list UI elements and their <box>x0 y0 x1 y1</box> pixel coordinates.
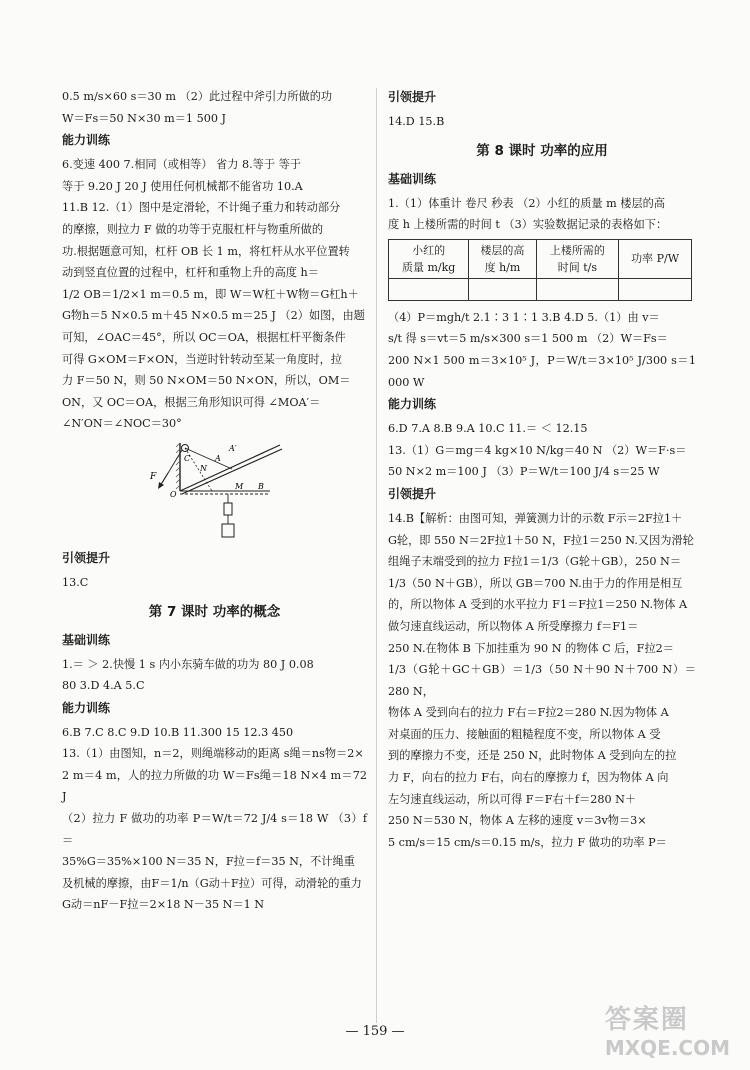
text-line: 1/3（50 N＋GB），所以 GB＝700 N.由于力的作用是相互 <box>388 576 683 590</box>
text-line: 35%G＝35%×100 N＝35 N，F拉＝f＝35 N，不计绳重 <box>62 855 355 869</box>
figure-label: B <box>257 481 264 491</box>
text-line: 250 N.在物体 B 下加挂重为 90 N 的物体 C 后，F拉2＝ <box>388 641 674 655</box>
text-line: 到的摩擦力不变，还是 250 N，此时物体 A 受到向左的拉 <box>388 749 677 763</box>
text-line: 2 m＝4 m，人的拉力所做的功 W＝Fs绳＝18 N×4 m＝72 J <box>62 768 367 804</box>
watermark-url: MXQE.COM <box>604 1036 730 1060</box>
text-line: 功.根据题意可知，杠杆 OB 长 1 m，将杠杆从水平位置转 <box>62 244 350 258</box>
text-line: 14.D 15.B <box>388 115 445 128</box>
text-line: 对桌面的压力、接触面的粗糙程度不变，所以物体 A 受 <box>388 727 661 741</box>
text-line: 6.B 7.C 8.C 9.D 10.B 11.300 15 12.3 450 <box>62 725 294 739</box>
right-column <box>388 86 696 853</box>
figure-label: N <box>199 463 207 473</box>
table-header-cell: 楼层的高 度 h/m <box>469 239 536 278</box>
table-header-cell: 上楼所需的 时间 t/s <box>536 239 619 278</box>
section-heading: 引领提升 <box>388 486 437 501</box>
section-heading: 能力训练 <box>62 700 111 715</box>
figure-label: A′ <box>228 443 237 453</box>
text-line: 6.D 7.A 8.B 9.A 10.C 11.＝ ＜ 12.15 <box>388 422 588 436</box>
text-line: 物体 A 受到向右的拉力 F右＝F拉2＝280 N.因为物体 A <box>388 706 669 720</box>
figure-label: M <box>234 481 243 491</box>
text-line: 及机械的摩擦，由F＝1/n（G动＋F拉）可得，动滑轮的重力 <box>62 876 362 890</box>
text-line: 50 N×2 m＝100 J （3）P＝W/t＝100 J/4 s＝25 W <box>388 465 660 479</box>
weight-block <box>224 503 232 515</box>
figure-label: C <box>183 453 190 463</box>
weight-block <box>222 524 234 537</box>
text-line: 力 F＝50 N，则 50 N×OM＝50 N×ON，所以，OM＝ <box>62 374 351 388</box>
section-heading: 基础训练 <box>62 632 111 647</box>
text-line: （2）拉力 F 做功的功率 P＝W/t＝72 J/4 s＝18 W （3）f＝ <box>62 812 367 847</box>
lever-pulley-figure <box>140 439 290 544</box>
text-line: 1/2 OB＝1/2×1 m＝0.5 m，即 W＝W杠＋W物＝G杠h＋ <box>62 287 359 301</box>
text-line: （4）P＝mgh/t 2.1∶3 1∶1 3.B 4.D 5.（1）由 v＝ <box>388 310 660 324</box>
table-header-cell: 功率 P/W <box>619 239 692 278</box>
section-heading: 引领提升 <box>388 90 437 104</box>
text-line: W＝Fs＝50 N×30 m＝1 500 J <box>62 111 226 125</box>
watermark-text: 答案圈 <box>604 1005 689 1035</box>
text-line: 13.C <box>62 575 89 589</box>
lesson-title: 第 8 课时 功率的应用 <box>476 142 608 159</box>
table-row <box>389 239 692 278</box>
table-cell <box>389 278 469 300</box>
text-line: 0.5 m/s×60 s＝30 m （2）此过程中斧引力所做的功 <box>62 90 333 103</box>
text-line: 80 3.D 4.A 5.C <box>62 679 145 693</box>
figure-label: F <box>149 471 156 482</box>
text-line: G轮，即 550 N＝2F拉1＋50 N，F拉1＝250 N.又因为滑轮 <box>388 533 694 547</box>
watermark-logo <box>605 999 730 1060</box>
section-heading: 能力训练 <box>62 133 111 148</box>
text-line: 动到竖直位置的过程中，杠杆和重物上升的高度 h＝ <box>62 266 319 280</box>
left-column <box>62 86 367 916</box>
text-line: 13.（1）由图知，n＝2，则绳端移动的距离 s绳＝ns物＝2× <box>62 747 364 761</box>
text-line: 250 N＝530 N，物体 A 左移的速度 v＝3v物＝3× <box>388 814 647 828</box>
text-line: 6.变速 400 7.相同（或相等） 省力 8.等于 等于 <box>62 158 301 172</box>
text-line: 度 h 上楼所需的时间 t （3）实验数据记录的表格如下： <box>388 218 668 232</box>
text-line: G物h＝5 N×0.5 m＋45 N×0.5 m＝25 J （2）如图，由题 <box>62 309 365 323</box>
section-heading: 基础训练 <box>388 171 437 186</box>
lesson-title: 第 7 课时 功率的概念 <box>148 603 281 620</box>
text-line: 做匀速直线运动，所以物体 A 所受摩擦力 f＝F1＝ <box>388 619 639 633</box>
text-line: ∠N′ON＝∠NOC＝30° <box>62 417 182 431</box>
text-line: 左匀速直线运动，所以可得 F＝F右＋f＝280 N＋ <box>388 792 637 806</box>
text-line: 14.B【解析：由图可知，弹簧测力计的示数 F示＝2F拉1＋ <box>388 511 683 525</box>
text-line: 可知，∠OAC＝45°，所以 OC＝OA，根据杠杆平衡条件 <box>62 330 346 344</box>
text-line: 11.B 12.（1）图中是定滑轮，不计绳子重力和转动部分 <box>62 201 341 215</box>
text-line: 13.（1）G＝mg＝4 kg×10 N/kg＝40 N （2）W＝F·s＝ <box>388 443 687 457</box>
text-line: G动＝nF－F拉＝2×18 N－35 N＝1 N <box>62 898 265 912</box>
figure-label: O <box>169 489 177 499</box>
table-row <box>389 278 692 300</box>
text-line: 组绳子末端受到的拉力 F拉1＝1/3（G轮＋GB），250 N＝ <box>388 555 682 569</box>
table-cell <box>619 278 692 300</box>
text-line: 200 N×1 500 m＝3×10⁵ J，P＝W/t＝3×10⁵ J/300 s＝1 000 W <box>388 353 696 389</box>
text-line: s/t 得 s＝vt＝5 m/s×300 s＝1 500 m （2）W＝Fs＝ <box>388 332 668 346</box>
column-divider <box>376 88 377 1023</box>
text-line: 可得 G×OM＝F×ON，当逆时针转动至某一角度时，拉 <box>62 352 342 366</box>
text-line: ON，又 OC＝OA，根据三角形知识可得 ∠MOA′＝ <box>62 395 321 409</box>
section-heading: 引领提升 <box>62 550 111 565</box>
page-number: — 159 — <box>345 1024 405 1039</box>
text-line: 1.＝ ＞ 2.快慢 1 s 内小东骑车做的功为 80 J 0.08 <box>62 657 314 671</box>
text-line: 的，所以物体 A 受到的水平拉力 F1＝F拉1＝250 N.物体 A <box>388 598 688 612</box>
text-line: 等于 9.20 J 20 J 使用任何机械都不能省功 10.A <box>62 179 303 193</box>
table-cell <box>536 278 619 300</box>
text-line: 5 cm/s＝15 cm/s＝0.15 m/s，拉力 F 做功的功率 P＝ <box>388 835 667 849</box>
table-header-cell: 小红的 质量 m/kg <box>389 239 469 278</box>
text-line: 1/3（G轮＋GC＋GB）＝1/3（50 N＋90 N＋700 N）＝280 N， <box>388 663 696 698</box>
text-line: 力 F，向右的拉力 F右，向右的摩擦力 f，因为物体 A 向 <box>388 771 669 785</box>
figure-label: A <box>214 453 221 463</box>
text-line: 的摩擦，则拉力 F 做的功等于克服杠杆与物重所做的 <box>62 222 324 236</box>
section-heading: 能力训练 <box>388 397 437 412</box>
text-line: 1.（1）体重计 卷尺 秒表 （2）小红的质量 m 楼层的高 <box>388 196 666 210</box>
table-cell <box>469 278 536 300</box>
data-record-table <box>388 239 692 301</box>
